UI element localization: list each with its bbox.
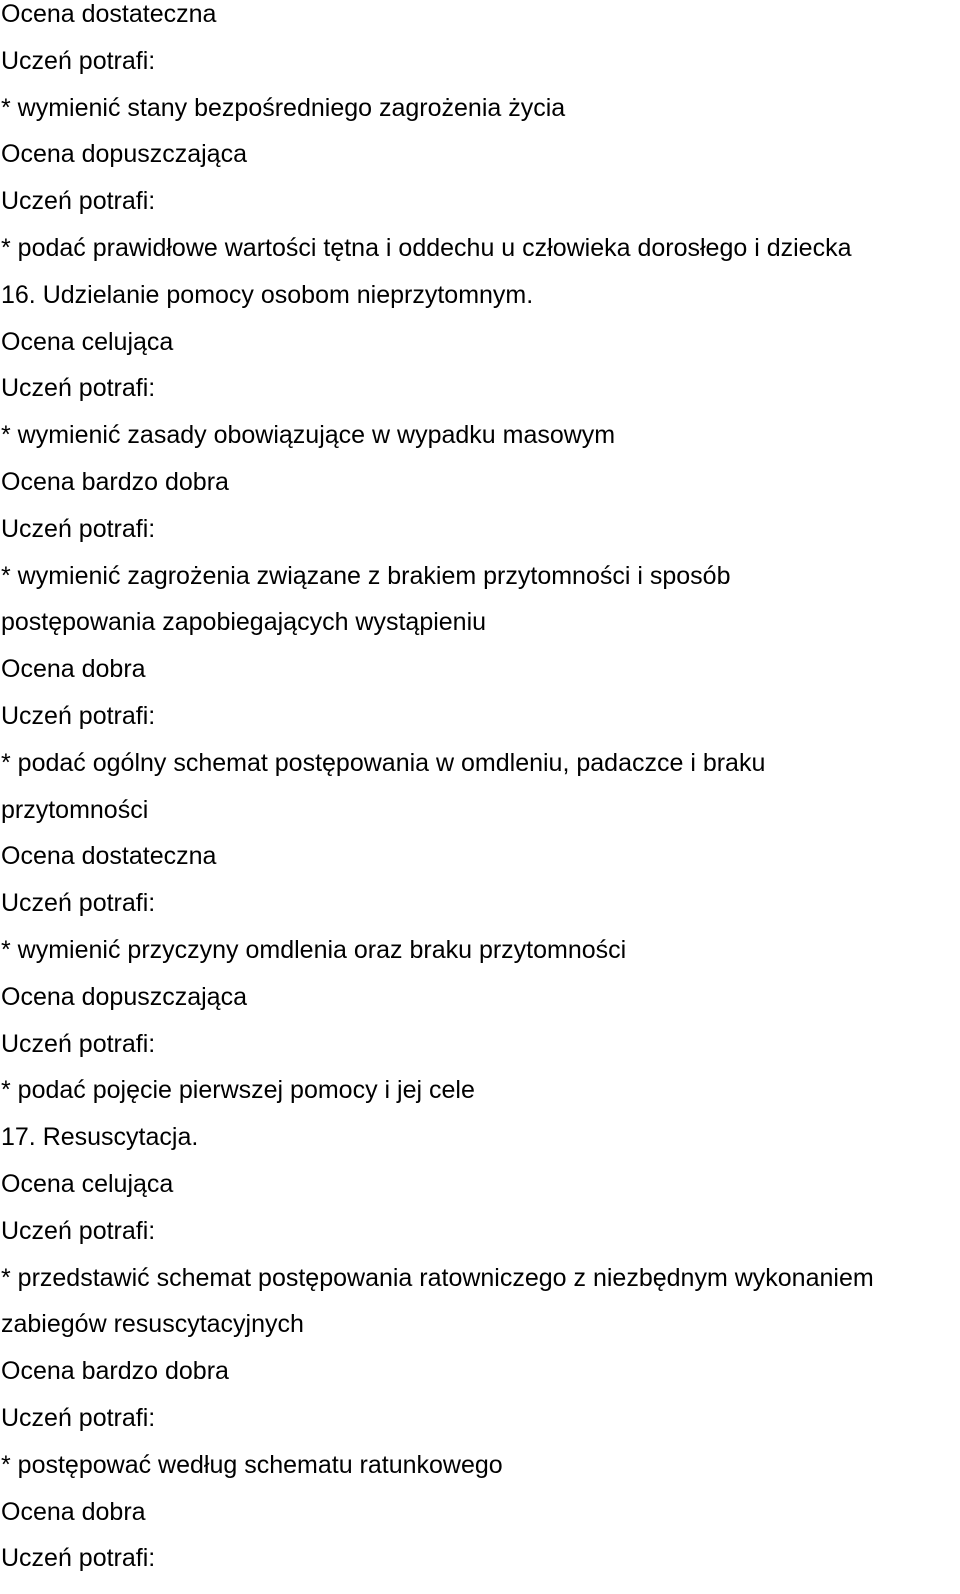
section-title: 16. Udzielanie pomocy osobom nieprzytomnym. bbox=[1, 280, 534, 309]
grade-heading: Ocena dopuszczająca bbox=[1, 982, 247, 1011]
student-can-label: Uczeń potrafi: bbox=[1, 701, 156, 730]
requirement-item: * postępować według schematu ratunkowego bbox=[1, 1450, 503, 1479]
section-title: 17. Resuscytacja. bbox=[1, 1123, 199, 1152]
requirement-item: * wymienić przyczyny omdlenia oraz braku przytomności bbox=[1, 935, 627, 964]
student-can-label: Uczeń potrafi: bbox=[1, 1544, 156, 1573]
requirement-item: * podać pojęcie pierwszej pomocy i jej cele bbox=[1, 1076, 475, 1105]
student-can-label: Uczeń potrafi: bbox=[1, 374, 156, 403]
grade-heading: Ocena bardzo dobra bbox=[1, 1357, 229, 1386]
requirement-item: * podać prawidłowe wartości tętna i oddechu u człowieka dorosłego i dziecka bbox=[1, 233, 852, 262]
student-can-label: Uczeń potrafi: bbox=[1, 1029, 156, 1058]
requirement-item-continuation: przytomności bbox=[1, 795, 149, 824]
student-can-label: Uczeń potrafi: bbox=[1, 889, 156, 918]
requirement-item: * wymienić zagrożenia związane z brakiem przytomności i sposób bbox=[1, 561, 731, 590]
grade-heading: Ocena celująca bbox=[1, 1169, 174, 1198]
student-can-label: Uczeń potrafi: bbox=[1, 187, 156, 216]
student-can-label: Uczeń potrafi: bbox=[1, 1403, 156, 1432]
requirement-item: * podać ogólny schemat postępowania w omdleniu, padaczce i braku bbox=[1, 748, 766, 777]
grade-heading: Ocena dopuszczająca bbox=[1, 140, 247, 169]
grade-heading: Ocena bardzo dobra bbox=[1, 467, 229, 496]
requirement-item-continuation: postępowania zapobiegających wystąpieniu bbox=[1, 608, 487, 637]
document-body bbox=[1, 0, 956, 1582]
grade-heading: Ocena dobra bbox=[1, 655, 146, 684]
requirement-item: * wymienić zasady obowiązujące w wypadku masowym bbox=[1, 421, 616, 450]
grade-heading: Ocena celująca bbox=[1, 327, 174, 356]
grade-heading: Ocena dostateczna bbox=[1, 842, 217, 871]
requirement-item-continuation: zabiegów resuscytacyjnych bbox=[1, 1310, 304, 1339]
requirement-item: * przedstawić schemat postępowania ratowniczego z niezbędnym wykonaniem bbox=[1, 1263, 874, 1292]
requirement-item: * wymienić stany bezpośredniego zagrożenia życia bbox=[1, 93, 566, 122]
student-can-label: Uczeń potrafi: bbox=[1, 46, 156, 75]
student-can-label: Uczeń potrafi: bbox=[1, 514, 156, 543]
student-can-label: Uczeń potrafi: bbox=[1, 1216, 156, 1245]
grade-heading: Ocena dobra bbox=[1, 1497, 146, 1526]
grade-heading: Ocena dostateczna bbox=[1, 0, 217, 28]
